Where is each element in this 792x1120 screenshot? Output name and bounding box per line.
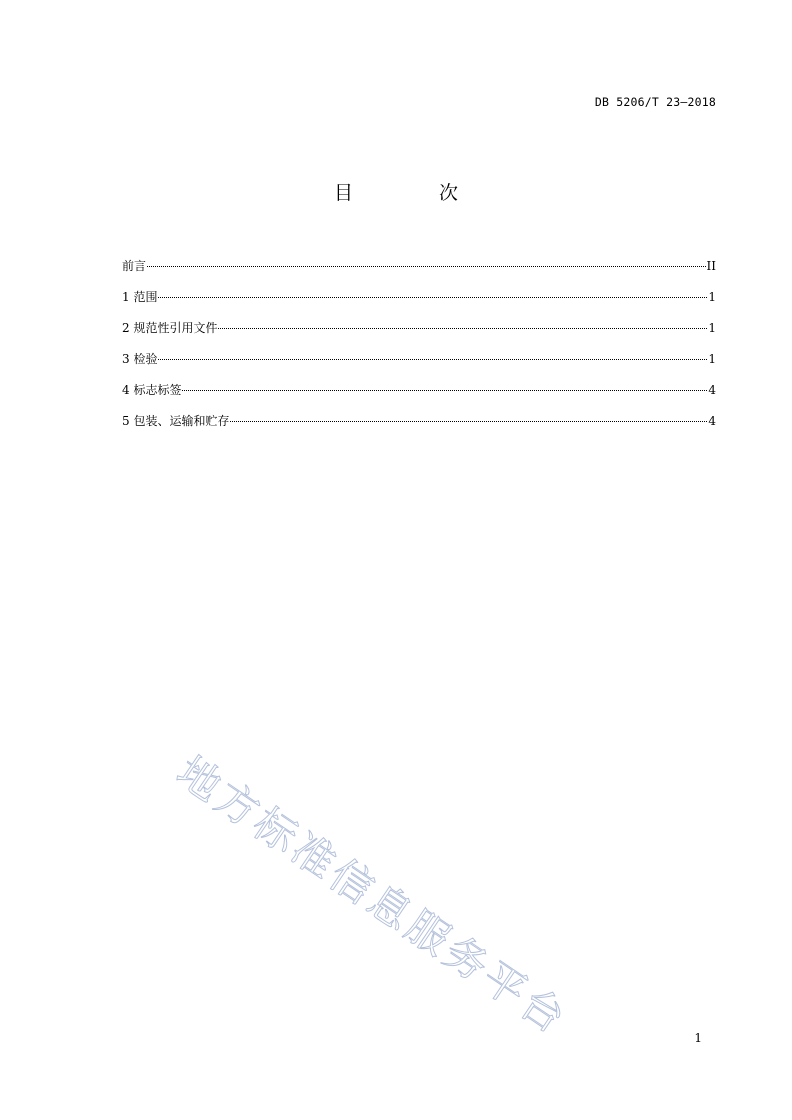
toc-leader-dots [230,407,707,422]
toc-entry-label: 前言 [122,259,147,273]
toc-entry-normative-references[interactable] [122,317,716,348]
toc-entry-page: 4 [708,414,716,428]
toc-entry-page: 1 [708,352,716,366]
toc-entry-scope[interactable] [122,286,716,317]
toc-entry-page: II [706,259,716,273]
toc-entry-label: 5 包装、运输和贮存 [122,414,230,428]
toc-entry-foreword[interactable] [122,255,716,286]
toc-entry-inspection[interactable] [122,348,716,379]
toc-entry-marking-labeling[interactable] [122,379,716,410]
toc-entry-page: 1 [708,321,716,335]
toc-entry-label: 4 标志标签 [122,383,182,397]
page-title: 目 次 [333,182,499,204]
document-code: DB 5206/T 23—2018 [594,95,716,109]
toc-leader-dots [158,345,707,360]
page-number: 1 [694,1031,702,1045]
toc-entry-label: 1 范围 [122,290,158,304]
toc-entry-page: 4 [708,383,716,397]
toc-leader-dots [147,252,706,267]
toc-entry-packaging-transport-storage[interactable] [122,410,716,441]
toc-entry-label: 3 检验 [122,352,158,366]
toc-leader-dots [218,314,707,329]
toc-leader-dots [158,283,707,298]
table-of-contents [122,255,716,441]
toc-entry-label: 2 规范性引用文件 [122,321,218,335]
toc-entry-page: 1 [708,290,716,304]
watermark-text: 地方标准信息服务平台 [168,746,577,1045]
toc-leader-dots [182,376,707,391]
